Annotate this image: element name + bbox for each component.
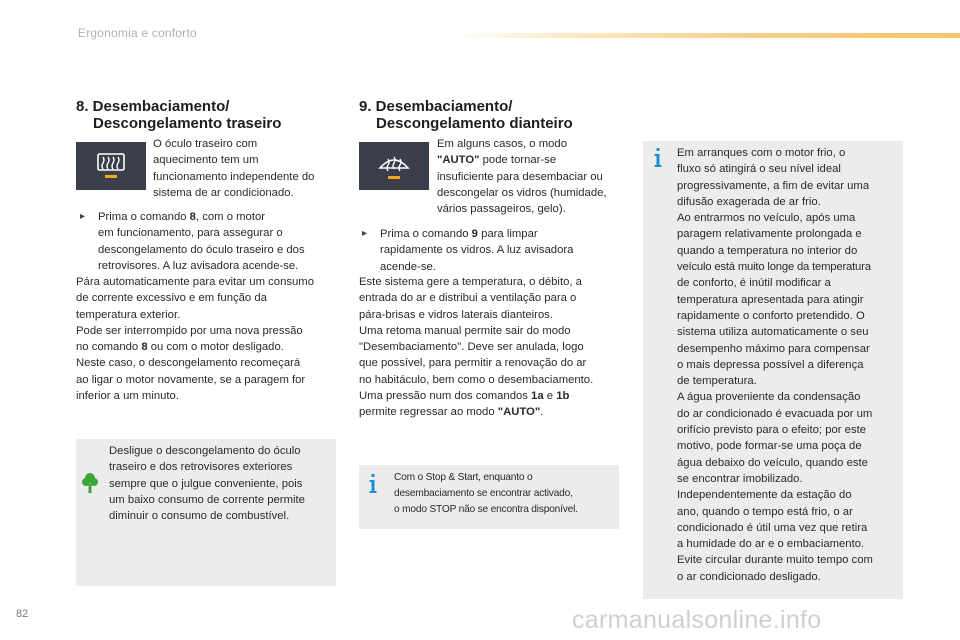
sec8-step-text: Prima o comando: [98, 211, 190, 223]
info-line: de temperatura.: [677, 375, 757, 388]
sec9-body-line: entrada do ar e distribui a ventilação para o: [359, 292, 577, 305]
info-line: Independentemente da estação do: [677, 489, 852, 502]
sec9-step-line: acende-se.: [380, 260, 436, 273]
info-line: orifício previsto para o efeito; por este: [677, 424, 867, 437]
stop-start-note-line: desembaciamento se encontrar activado,: [394, 488, 573, 499]
info-icon: [368, 474, 378, 494]
sec8-body-line: ao ligar o motor novamente, se a paragem for: [76, 373, 306, 386]
info-line: água debaixo do veículo, quando este: [677, 456, 868, 469]
eco-note-line: um baixo consumo de corrente permite: [109, 493, 305, 506]
auto-mode-label: "AUTO": [437, 154, 480, 167]
command-1a-label: 1a: [531, 390, 544, 403]
sec8-intro: [153, 136, 338, 201]
info-line: a humidade do ar e o embaciamento.: [677, 538, 865, 551]
sec9-body-text: permite regressar ao modo: [359, 406, 498, 419]
info-line: A água proveniente da condensação: [677, 391, 861, 404]
info-line: de conforto, é inútil modificar a: [677, 277, 831, 290]
info-line: difusão exagerada de ar frio.: [677, 195, 821, 208]
sec9-body-line: que possível, para permitir a renovação do ar: [359, 357, 587, 370]
sec9-step-text: Prima o comando: [380, 228, 472, 240]
sec8-step-text: , com o motor: [195, 211, 266, 223]
bullet-arrow-icon: ▸: [80, 211, 86, 222]
sec8-intro-line: funcionamento independente do: [153, 170, 315, 183]
auto-mode-label: "AUTO": [497, 406, 541, 419]
sec9-command-number: 9: [471, 228, 478, 240]
info-icon: [653, 148, 663, 168]
sec9-body-line: Este sistema gere a temperatura, o débito, a: [359, 276, 582, 288]
sec9-body-text: e: [543, 390, 557, 403]
sec9-title: [359, 98, 573, 132]
info-line: Evite circular durante muito tempo com: [677, 554, 873, 567]
sec8-command-number: 8: [189, 211, 196, 223]
info-line: fluxo só atingirá o seu nível ideal: [677, 163, 841, 176]
page-number: 82: [16, 608, 29, 620]
eco-note-line: diminuir o consumo de combustível.: [109, 510, 290, 523]
sec8-step-line: descongelamento do óculo traseiro e dos: [98, 243, 305, 256]
sec9-body: [359, 274, 627, 421]
sec8-title: [76, 98, 281, 132]
sec9-body-line: no habitáculo, bem como o desembaciamento.: [359, 373, 594, 386]
info-line: condicionado é útil uma vez que retira: [677, 521, 868, 534]
sec9-intro-line: vários passageiros, gelo).: [437, 203, 566, 216]
sec8-body-line: Neste caso, o descongelamento recomeçará: [76, 357, 301, 370]
eco-tree-icon: [82, 472, 98, 494]
sec9-title-line1: 9. Desembaciamento/: [359, 98, 513, 115]
sec8-intro-line: O óculo traseiro com: [153, 138, 258, 150]
sec9-step-text: para limpar: [477, 228, 538, 240]
info-line: quando a temperatura no interior do: [677, 244, 858, 257]
info-line: veículo está muito longe da temperatura: [677, 261, 871, 274]
info-line: rapidamente o conforto pretendido. O: [677, 309, 865, 322]
sec8-step: [80, 209, 342, 274]
sec9-intro: [437, 136, 627, 217]
sec8-body-line: de corrente excessivo e em função da: [76, 292, 267, 305]
sec9-intro-line: descongelar os vidros (humidade,: [437, 186, 607, 199]
sec8-title-line2: Descongelamento traseiro: [93, 115, 282, 132]
eco-note-box: [76, 439, 336, 586]
sec9-step: [362, 226, 624, 275]
sec8-intro-line: sistema de ar condicionado.: [153, 186, 294, 199]
sec8-body-line: Pára automaticamente para evitar um consumo: [76, 276, 314, 288]
watermark: carmanualsonline.info: [572, 606, 822, 634]
header-section-title: Ergonomia e conforto: [78, 26, 197, 40]
sec9-intro-text: pode tornar-se: [479, 154, 557, 167]
sec8-step-line: em funcionamento, para assegurar o: [98, 227, 283, 240]
eco-note-line: sempre que o julgue conveniente, pois: [109, 477, 303, 490]
stop-start-note-box: [359, 465, 619, 529]
info-line: se encontrar imobilizado.: [677, 472, 803, 485]
info-line: Ao entrarmos no veículo, após uma: [677, 212, 856, 225]
eco-note-line: Desligue o descongelamento do óculo: [109, 445, 301, 457]
sec9-intro-line: Em alguns casos, o modo: [437, 138, 567, 150]
stop-start-note-line: Com o Stop & Start, enquanto o: [394, 472, 533, 483]
front-defrost-button-icon: [359, 142, 429, 190]
info-line: o mais depressa possível a diferença: [677, 358, 864, 371]
info-line: o ar condicionado desligado.: [677, 570, 821, 583]
rear-defrost-icon: [94, 151, 128, 181]
info-line: desempenho máximo para compensar: [677, 342, 870, 355]
sec9-body-line: Uma retoma manual permite sair do modo: [359, 324, 571, 337]
sec9-body-line: pára-brisas e vidros laterais dianteiros.: [359, 308, 554, 321]
front-defrost-icon: [376, 150, 412, 182]
sec8-step-line: retrovisores. A luz avisadora acende-se.: [98, 259, 299, 272]
stop-start-note-line: o modo STOP não se encontra disponível.: [394, 504, 578, 515]
sec8-body-line: inferior a um minuto.: [76, 390, 179, 403]
sec8-intro-line: aquecimento tem um: [153, 154, 259, 167]
rear-defrost-button-icon: [76, 142, 146, 190]
sec9-intro-line: insuficiente para desembaciar ou: [437, 170, 603, 183]
info-line: do ar condicionado é evacuada por um: [677, 407, 873, 420]
eco-note-line: traseiro e dos retrovisores exteriores: [109, 461, 293, 474]
info-line: ano, quando o tempo está frio, o ar: [677, 505, 853, 518]
sec9-body-line: "Desembaciamento". Deve ser anulada, logo: [359, 341, 584, 354]
sec9-title-line2: Descongelamento dianteiro: [376, 115, 573, 132]
climate-info-box: [643, 141, 903, 599]
info-line: Em arranques com o motor frio, o: [677, 147, 846, 159]
sec8-body: [76, 274, 344, 404]
info-line: sistema utiliza automaticamente o seu: [677, 326, 869, 339]
info-line: progressivamente, a fim de evitar uma: [677, 179, 870, 192]
sec9-body-text: Uma pressão num dos comandos: [359, 390, 532, 403]
info-line: paragem relativamente prolongada e: [677, 228, 862, 241]
sec9-step-line: rapidamente os vidros. A luz avisadora: [380, 244, 574, 257]
sec8-title-line1: 8. Desembaciamento/: [76, 98, 230, 115]
header-accent-bar: [452, 33, 960, 38]
sec8-body-text: ou com o motor desligado.: [147, 341, 284, 354]
command-1b-label: 1b: [556, 390, 570, 403]
sec8-body-line: Pode ser interrompido por uma nova pressão: [76, 324, 303, 337]
sec8-body-text: no comando: [76, 341, 142, 354]
info-line: temperatura apresentada para atingir: [677, 293, 864, 306]
bullet-arrow-icon: ▸: [362, 228, 368, 239]
sec8-body-line: temperatura exterior.: [76, 308, 181, 321]
sec9-body-text: .: [540, 406, 544, 419]
sec8-command-number: 8: [141, 341, 148, 354]
info-line: motivo, pode formar-se uma poça de: [677, 440, 862, 453]
